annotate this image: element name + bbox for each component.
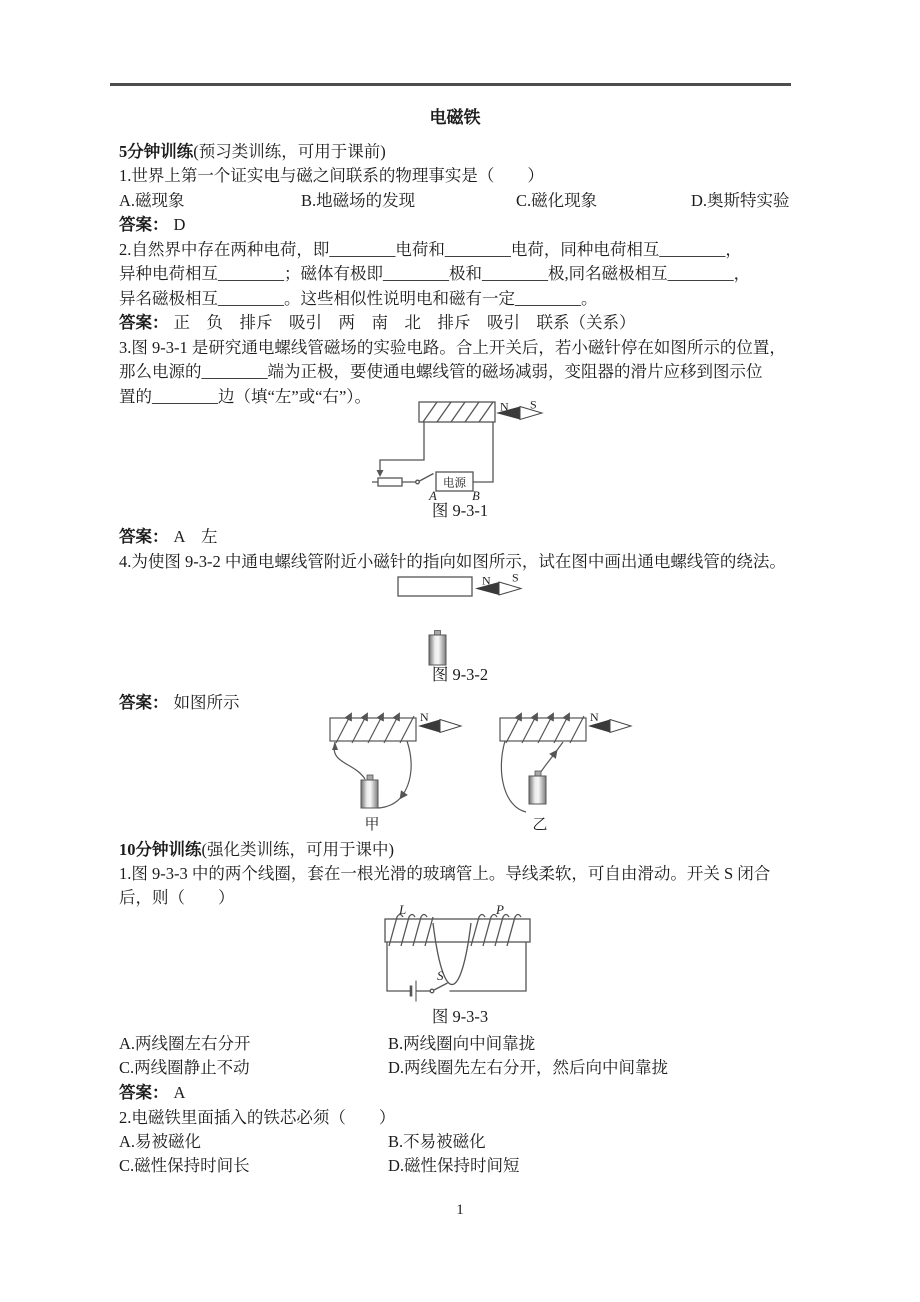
answer-label: 答案： xyxy=(119,527,169,546)
wire-right-end xyxy=(377,796,402,808)
label-n: N xyxy=(420,710,429,724)
winding-arrow xyxy=(368,716,382,743)
winding-arrow xyxy=(522,716,536,743)
s2-q1-option-d: D.两线圈先左右分开，然后向中间靠拢 xyxy=(388,1058,669,1077)
section-5min-heading-bold: 5分钟训练 xyxy=(119,142,194,161)
solenoid-windings xyxy=(423,402,493,422)
winding-arrow xyxy=(554,716,568,743)
winding-line xyxy=(570,716,584,743)
wire-left xyxy=(380,422,424,470)
wire-right xyxy=(450,942,527,991)
label-n: N xyxy=(500,399,509,414)
figure-9-3-2-battery xyxy=(428,630,448,666)
s2-q2-text: 2.电磁铁里面插入的铁芯必须（ ） xyxy=(119,1108,396,1127)
battery-terminal xyxy=(535,771,541,776)
q3-line3: 置的________边（填“左”或“右”）。 xyxy=(119,387,372,406)
q3-line2: 那么电源的________端为正极，要使通电螺线管的磁场减弱，变阻器的滑片应移到图示位 xyxy=(119,362,763,381)
s2-q2-option-d: D.磁性保持时间短 xyxy=(388,1156,520,1175)
q2-answer xyxy=(119,311,794,336)
q2-line1: 2.自然界中存在两种电荷，即________电荷和________电荷，同种电荷相互________， xyxy=(119,240,742,259)
answer-value: D xyxy=(173,215,186,234)
switch-blade xyxy=(434,983,448,990)
winding-arrow xyxy=(384,716,398,743)
q1-option-b: B.地磁场的发现 xyxy=(301,191,416,210)
arrow-down-icon xyxy=(377,470,384,477)
figure-9-3-1-caption: 图 9-3-1 xyxy=(431,501,489,520)
section-10min-heading-note: (强化类训练，可用于课中) xyxy=(201,840,394,859)
wire-right xyxy=(473,422,493,482)
s2-q1-option-c: C.两线圈静止不动 xyxy=(119,1058,250,1077)
wire-left xyxy=(387,942,410,991)
figure-9-3-3 xyxy=(383,902,583,1009)
s2-q2-option-a: A.易被磁化 xyxy=(119,1132,202,1151)
wire-right-end xyxy=(555,742,563,753)
q3-line1: 3.图 9-3-1 是研究通电螺线管磁场的实验电路。合上开关后，若小磁针停在如图所示的位置， xyxy=(119,338,786,357)
label-power: 电源 xyxy=(443,477,466,490)
winding-arrow xyxy=(506,716,520,743)
rheostat xyxy=(378,478,402,486)
q3-answer xyxy=(119,525,794,550)
figure-answer-windings xyxy=(328,712,633,832)
label-p: P xyxy=(496,902,504,917)
header-rule xyxy=(110,83,791,86)
section-5min-heading xyxy=(119,140,794,165)
winding-arrow xyxy=(352,716,366,743)
label-s: S xyxy=(512,570,519,585)
answer-value: 正 负 排斥 吸引 两 南 北 排斥 吸引 联系（关系） xyxy=(173,313,636,332)
compass-needle-s-icon xyxy=(440,720,461,733)
s2-q2-options-row1 xyxy=(119,1130,794,1155)
switch-blade xyxy=(420,474,434,482)
section-10min-heading xyxy=(119,838,794,863)
label-jia: 甲 xyxy=(364,817,380,833)
q4-text: 4.为使图 9-3-2 中通电螺线管附近小磁针的指向如图所示，试在图中画出通电螺线管的绕法。 xyxy=(119,552,786,571)
label-b: B xyxy=(472,489,480,503)
answer-label: 答案： xyxy=(119,215,169,234)
s2-q1-option-a: A.两线圈左右分开 xyxy=(119,1034,251,1053)
s2-q1-line2: 后，则（ ） xyxy=(119,888,235,907)
section-10min-heading-bold: 10分钟训练 xyxy=(119,840,202,859)
solenoid-core-blank xyxy=(398,577,472,596)
label-s: S xyxy=(437,968,444,983)
section-5min-heading-note: (预习类训练，可用于课前) xyxy=(193,142,386,161)
switch-pivot-icon xyxy=(416,480,420,484)
label-n: N xyxy=(482,573,491,588)
s2-q2-option-b: B.不易被磁化 xyxy=(388,1132,486,1151)
compass-needle-s-icon xyxy=(610,720,631,733)
q2-line2: 异种电荷相互________；磁体有极即________极和________极,同名磁极相互________， xyxy=(119,264,751,283)
answer-label: 答案： xyxy=(119,313,169,332)
q2-line3: 异名磁极相互________。这些相似性说明电和磁有一定________。 xyxy=(119,289,598,308)
q1-option-a: A.磁现象 xyxy=(119,191,185,210)
winding-line xyxy=(400,716,414,743)
q1-option-c: C.磁化现象 xyxy=(516,191,598,210)
s2-q2-options-row2 xyxy=(119,1154,794,1179)
winding-arrow xyxy=(538,716,552,743)
wire-left xyxy=(501,741,526,812)
battery-body xyxy=(429,635,446,665)
switch-pivot-icon xyxy=(430,989,434,993)
battery-body xyxy=(361,780,378,808)
answer-value: A xyxy=(173,1083,186,1102)
s2-q1-options-row2 xyxy=(119,1056,794,1081)
s2-q1-option-b: B.两线圈向中间靠拢 xyxy=(388,1034,536,1053)
label-yi: 乙 xyxy=(532,817,548,833)
battery-terminal xyxy=(367,775,373,780)
figure-9-3-2-core xyxy=(396,570,546,601)
label-n: N xyxy=(590,710,599,724)
answer-label: 答案： xyxy=(119,1083,169,1102)
wire-left xyxy=(334,742,365,779)
answer-value: A 左 xyxy=(173,527,218,546)
q1-text: 1.世界上第一个证实电与磁之间联系的物理事实是（ ） xyxy=(119,166,544,185)
winding-arrow xyxy=(336,716,350,743)
answer-label: 答案： xyxy=(119,693,169,712)
wire-right xyxy=(402,741,411,796)
s2-q1-line1: 1.图 9-3-3 中的两个线圈，套在一根光滑的玻璃管上。导线柔软，可自由滑动。开关 S 闭合 xyxy=(119,864,771,883)
page-title: 电磁铁 xyxy=(429,108,481,127)
figure-9-3-3-caption: 图 9-3-3 xyxy=(431,1007,489,1026)
label-s: S xyxy=(530,397,537,412)
s2-q1-answer xyxy=(119,1081,794,1106)
figure-9-3-1 xyxy=(370,397,550,503)
current-arrow-icon xyxy=(332,742,338,750)
q1-option-d: D.奥斯特实验 xyxy=(691,191,790,210)
label-l: L xyxy=(399,902,407,917)
figure-9-3-2-caption: 图 9-3-2 xyxy=(431,665,489,684)
s2-q1-options-row1 xyxy=(119,1032,794,1057)
q1-options xyxy=(119,189,794,214)
answer-value: 如图所示 xyxy=(173,693,240,712)
q1-answer xyxy=(119,213,794,238)
page-number: 1 xyxy=(456,1202,464,1218)
battery-body xyxy=(529,776,546,804)
label-a: A xyxy=(429,489,437,503)
s2-q2-option-c: C.磁性保持时间长 xyxy=(119,1156,250,1175)
glass-tube xyxy=(385,919,530,942)
